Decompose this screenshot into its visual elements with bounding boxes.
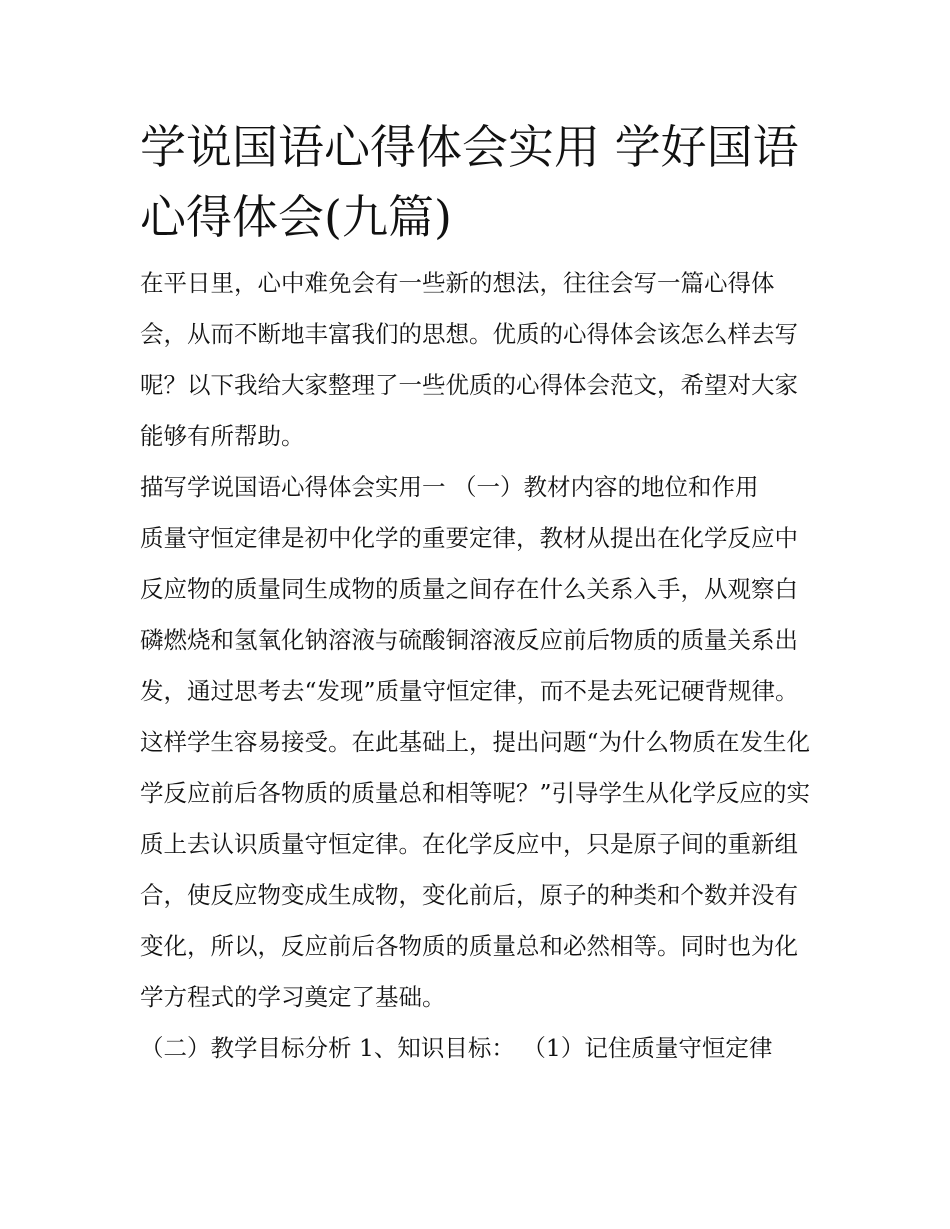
document-title: 学说国语心得体会实用 学好国语心得体会(九篇) <box>140 120 799 244</box>
section-heading-paragraph: 描写学说国语心得体会实用一 （一）教材内容的地位和作用 <box>140 473 759 501</box>
intro-paragraph: 在平日里，心中难免会有一些新的想法，往往会写一篇心得体会，从而不断地丰富我们的思想。优质的心得体会该怎么样去写呢？以下我给大家整理了一些优质的心得体会范文，希望对大家能够有所帮助。 <box>140 269 798 450</box>
objectives-paragraph: （二）教学目标分析 1、知识目标： （1）记住质量守恒定律 <box>140 1034 773 1062</box>
body-paragraph: 质量守恒定律是初中化学的重要定律，教材从提出在化学反应中反应物的质量同生成物的质量之间存在什么关系入手，从观察白磷燃烧和氢氧化钠溶液与硫酸铜溶液反应前后物质的质量关系出发，通过思考去“发现”质量守恒定律，而不是去死记硬背规律。这样学生容易接受。在此基础上，提出问题“为什么物质在发生化学反应前后各物质的质量总和相等呢？”引导学生从化学反应的实质上去认识质量守恒定律。在化学反应中，只是原子间的重新组合，使反应物变成生成物，变化前后，原子的种类和个数并没有变化，所以，反应前后各物质的质量总和必然相等。同时也为化学方程式的学习奠定了基础。 <box>140 524 811 1011</box>
document-page <box>140 112 816 1074</box>
